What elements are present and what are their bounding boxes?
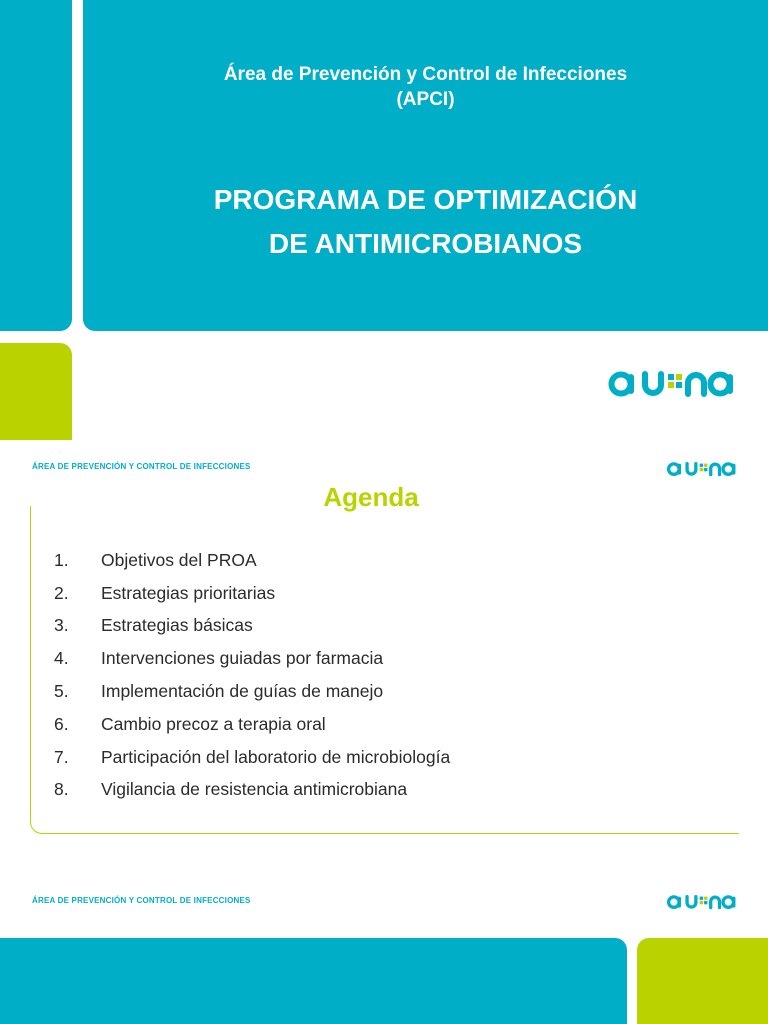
auna-logo-small-icon <box>666 457 740 479</box>
agenda-item-number: 7. <box>54 746 69 767</box>
auna-logo-small-icon <box>666 890 740 912</box>
agenda-title: Agenda <box>323 482 419 512</box>
agenda-item-number: 8. <box>54 779 69 800</box>
cover-subtitle-line1: Área de Prevención y Control de Infecciones <box>223 64 628 85</box>
agenda-slide <box>0 440 768 860</box>
agenda-item-number: 3. <box>54 615 69 636</box>
agenda-header-logo <box>666 457 740 484</box>
agenda-item-label: Cambio precoz a terapia oral <box>101 713 326 734</box>
agenda-item-label: Intervenciones guiadas por farmacia <box>101 648 384 669</box>
auna-logo-icon <box>608 362 740 402</box>
agenda-item-label: Objetivos del PROA <box>101 549 257 570</box>
cover-subtitle-line2: (APCI) <box>396 89 455 110</box>
agenda-item-number: 5. <box>54 681 69 702</box>
agenda-item <box>54 675 450 708</box>
cover-title <box>83 178 768 266</box>
cover-title-line2: DE ANTIMICROBIANOS <box>268 228 583 259</box>
agenda-item <box>54 544 450 577</box>
agenda-item <box>54 610 450 643</box>
agenda-item <box>54 774 450 807</box>
agenda-item <box>54 642 450 675</box>
cover-left-teal-bar <box>0 0 72 331</box>
agenda-header-label: ÁREA DE PREVENCIÓN Y CONTROL DE INFECCIONES <box>32 462 251 471</box>
agenda-item <box>54 741 450 774</box>
agenda-item-label: Vigilancia de resistencia antimicrobiana <box>101 779 408 800</box>
agenda-item-label: Implementación de guías de manejo <box>101 681 384 702</box>
agenda-item-number: 2. <box>54 582 69 603</box>
agenda-item-number: 1. <box>54 549 69 570</box>
agenda-item-label: Participación del laboratorio de microbiología <box>101 746 451 767</box>
auna-logo <box>608 362 740 402</box>
cover-green-accent <box>0 343 72 453</box>
next-slide-green-accent <box>637 938 768 1024</box>
cover-title-line1: PROGRAMA DE OPTIMIZACIÓN <box>213 184 638 215</box>
agenda-item-label: Estrategias básicas <box>101 615 253 636</box>
agenda-item-number: 4. <box>54 648 69 669</box>
agenda-item-label: Estrategias prioritarias <box>101 582 276 603</box>
agenda-item <box>54 708 450 741</box>
agenda-list <box>54 544 450 806</box>
cover-subtitle <box>83 62 768 112</box>
next-slide-teal-panel <box>0 938 627 1024</box>
next-slide-header-label: ÁREA DE PREVENCIÓN Y CONTROL DE INFECCIONES <box>32 896 251 905</box>
next-slide-logo <box>666 890 740 917</box>
agenda-item <box>54 577 450 610</box>
cover-title-panel <box>83 0 768 331</box>
agenda-item-number: 6. <box>54 713 69 734</box>
